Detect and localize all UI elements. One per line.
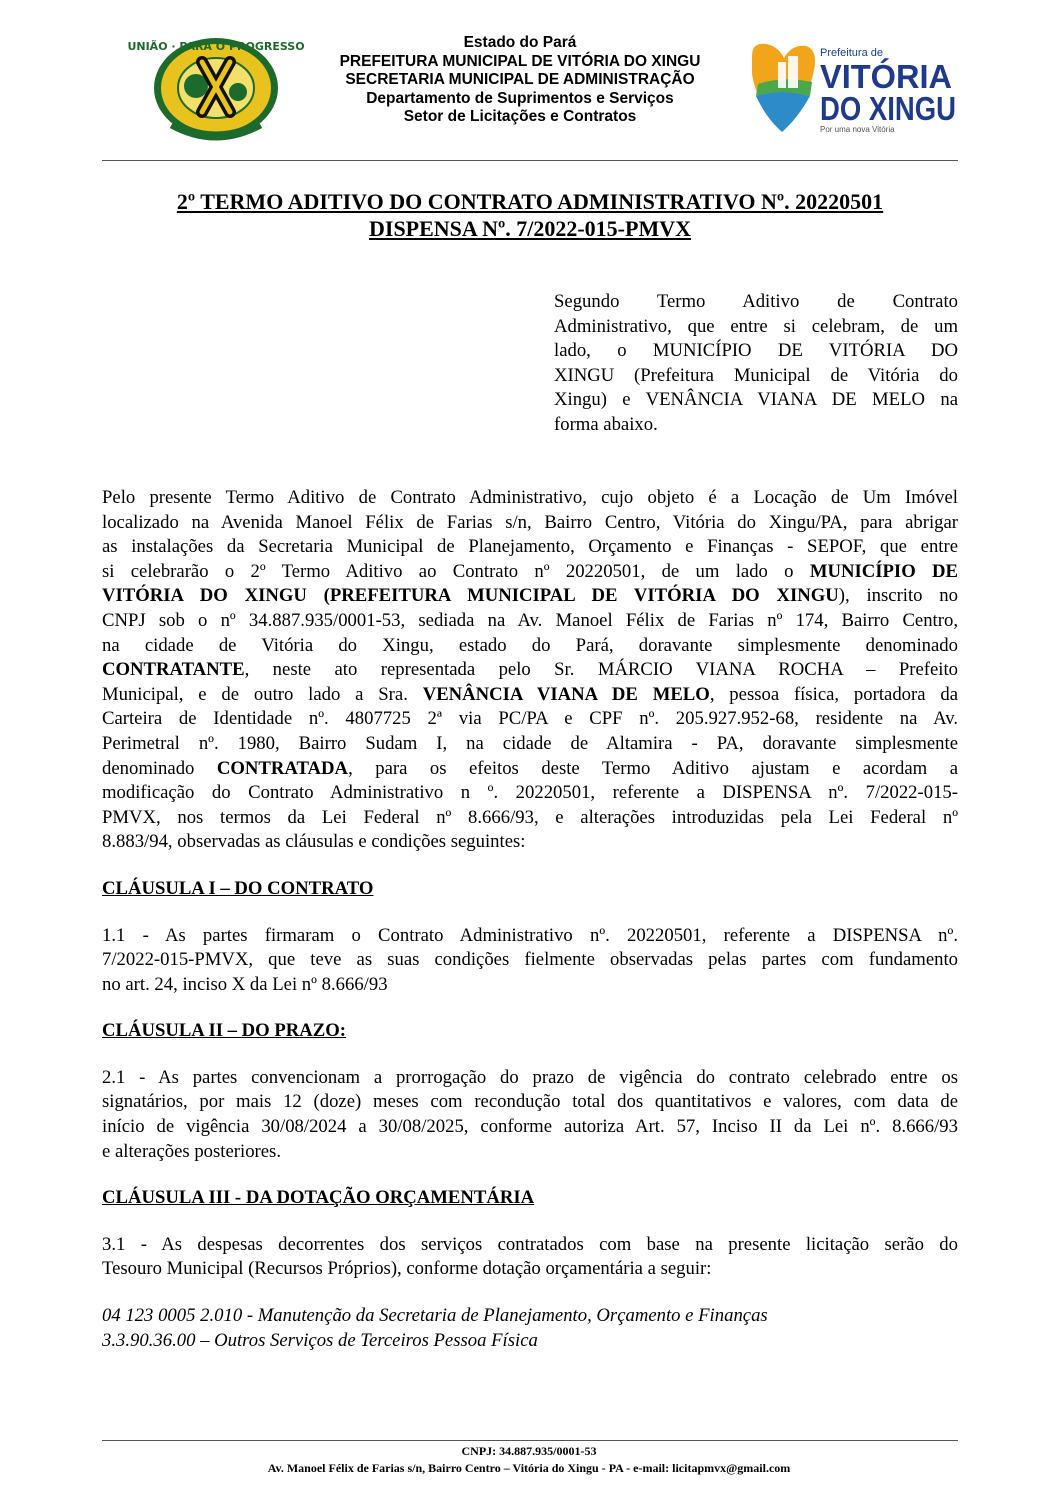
brand-line1: VITÓRIA bbox=[820, 58, 952, 95]
clause-1-paragraph bbox=[102, 924, 958, 998]
party-name: VITÓRIA DO XINGU (PREFEITURA MUNICIPAL DE VITÓRIA DO XINGU bbox=[102, 585, 839, 607]
municipal-seal-icon bbox=[127, 32, 305, 140]
clause-line: no art. 24, inciso X da Lei nº 8.666/93 bbox=[102, 973, 388, 995]
text-span: , para os efeitos deste Termo Aditivo ajustam e acordam a bbox=[348, 757, 958, 779]
clause-line: início de vigência 30/08/2024 a 30/08/2025, conforme autoriza Art. 57, Inciso II da Lei nº. 8.666/93 bbox=[102, 1116, 958, 1138]
preamble-line bbox=[102, 683, 958, 708]
text-span: denominado bbox=[102, 757, 217, 779]
title-line2: DISPENSA Nº. 7/2022-015-PMVX bbox=[369, 216, 691, 241]
preamble-line bbox=[102, 560, 958, 585]
brand-line2: DO XINGU bbox=[820, 90, 956, 127]
budget-line: 04 123 0005 2.010 - Manutenção da Secretaria de Planejamento, Orçamento e Finanças bbox=[102, 1305, 768, 1327]
preamble-line bbox=[102, 584, 958, 609]
header-line-secretaria: SECRETARIA MUNICIPAL DE ADMINISTRAÇÃO bbox=[345, 71, 695, 89]
preamble-line: Carteira de Identidade nº. 4807725 2ª via PC/PA e CPF nº. 205.927.952-68, residente na Av. bbox=[102, 708, 958, 730]
summary-line: Xingu) e VENÂNCIA VIANA DE MELO na bbox=[554, 389, 958, 411]
page-footer bbox=[0, 1443, 1058, 1477]
clause-1-heading: CLÁUSULA I – DO CONTRATO bbox=[102, 877, 374, 899]
summary-line: Segundo Termo Aditivo de Contrato bbox=[554, 291, 958, 312]
brand-prefix: Prefeitura de bbox=[820, 47, 883, 59]
budget-line: 3.3.90.36.00 – Outros Serviços de Terceiros Pessoa Física bbox=[102, 1329, 538, 1351]
clause-line: signatários, por mais 12 (doze) meses com recondução total dos quantitativos e valores, com data de bbox=[102, 1091, 958, 1113]
text-span: , neste ato representada pelo Sr. MÁRCIO VIANA ROCHA – Prefeito bbox=[244, 659, 958, 681]
party-name: MUNICÍPIO DE bbox=[809, 560, 958, 582]
header-line-state: Estado do Pará bbox=[463, 34, 577, 51]
seal-text: UNIÃO · PARÁ O PROGRESSO bbox=[127, 40, 305, 53]
title-line1: 2º TERMO ADITIVO DO CONTRATO ADMINISTRATIVO Nº. 20220501 bbox=[176, 189, 884, 214]
text-span: si celebrarão o 2º Termo Aditivo ao Contrato nº 20220501, de um lado o bbox=[102, 560, 810, 582]
footer-address: Av. Manoel Félix de Farias s/n, Bairro Centro – Vitória do Xingu - PA - e-mail: licitapmvx@gmail.com bbox=[267, 1461, 791, 1475]
summary-line: forma abaixo. bbox=[554, 413, 658, 435]
contratada-name: VENÂNCIA VIANA DE MELO bbox=[422, 683, 710, 705]
clause-line: 3.1 - As despesas decorrentes dos serviços contratados com base na presente licitação serão do bbox=[102, 1233, 958, 1255]
document-body bbox=[102, 486, 958, 1353]
preamble-line bbox=[102, 658, 958, 683]
preamble-line bbox=[102, 757, 958, 782]
clause-2-paragraph bbox=[102, 1066, 958, 1164]
preamble-line: as instalações da Secretaria Municipal de Planejamento, Orçamento e Finanças - SEPOF, que entre bbox=[102, 536, 958, 558]
footer-cnpj: CNPJ: 34.887.935/0001-53 bbox=[461, 1444, 597, 1458]
contract-summary bbox=[554, 290, 958, 438]
header-divider bbox=[102, 160, 958, 161]
preamble-line: modificação do Contrato Administrativo n º. 20220501, referente a DISPENSA nº. 7/2022-015- bbox=[102, 782, 958, 804]
document-title bbox=[80, 188, 980, 242]
brand-tagline: Por uma nova Vitória bbox=[820, 125, 895, 134]
clause-line: e alterações posteriores. bbox=[102, 1140, 282, 1162]
summary-line: XINGU (Prefeitura Municipal de Vitória do bbox=[554, 364, 958, 386]
preamble-paragraph bbox=[102, 486, 958, 855]
contratante-label: CONTRATANTE bbox=[102, 659, 245, 681]
header-line-prefeitura: PREFEITURA MUNICIPAL DE VITÓRIA DO XINGU bbox=[339, 52, 701, 70]
text-span: ), inscrito no bbox=[838, 585, 958, 607]
header-line-setor: Setor de Licitações e Contratos bbox=[403, 108, 637, 126]
clause-line: 1.1 - As partes firmaram o Contrato Administrativo nº. 20220501, referente a DISPENSA nº. bbox=[102, 924, 958, 946]
preamble-line: CNPJ sob o nº 34.887.935/0001-53, sediada na Av. Manoel Félix de Farias nº 174, Bairro Centro, bbox=[102, 609, 958, 631]
vitoria-do-xingu-logo-icon bbox=[748, 40, 960, 136]
clause-2-heading: CLÁUSULA II – DO PRAZO: bbox=[102, 1020, 347, 1042]
clause-line: 2.1 - As partes convencionam a prorrogação do prazo de vigência do contrato celebrado entre os bbox=[102, 1066, 958, 1088]
header-line-departamento: Departamento de Suprimentos e Serviços bbox=[366, 89, 674, 107]
clause-line: 7/2022-015-PMVX, que teve as suas condições fielmente observadas pelas partes com fundamento bbox=[102, 949, 958, 971]
text-span: , pessoa física, portadora da bbox=[709, 683, 958, 705]
preamble-line: Perimetral nº. 1980, Bairro Sudam I, na cidade de Altamira - PA, doravante simplesmente bbox=[102, 732, 958, 754]
clause-line: Tesouro Municipal (Recursos Próprios), conforme dotação orçamentária a seguir: bbox=[102, 1258, 712, 1280]
clause-3-paragraph bbox=[102, 1233, 958, 1282]
preamble-line: PMVX, nos termos da Lei Federal nº 8.666/93, e alterações introduzidas pela Lei Federal nº bbox=[102, 806, 958, 828]
letterhead-text bbox=[300, 34, 740, 127]
letterhead bbox=[0, 0, 1058, 160]
preamble-line: 8.883/94, observadas as cláusulas e condições seguintes: bbox=[102, 831, 526, 853]
text-span: Municipal, e de outro lado a Sra. bbox=[102, 683, 423, 705]
preamble-line: na cidade de Vitória do Xingu, estado do Pará, doravante simplesmente denominado bbox=[102, 634, 958, 656]
contratada-label: CONTRATADA bbox=[216, 757, 349, 779]
summary-line: lado, o MUNICÍPIO DE VITÓRIA DO bbox=[554, 340, 958, 362]
preamble-line: Pelo presente Termo Aditivo de Contrato Administrativo, cujo objeto é a Locação de Um Imóvel bbox=[102, 487, 958, 508]
summary-line: Administrativo, que entre si celebram, de um bbox=[554, 315, 958, 337]
footer-divider bbox=[102, 1440, 958, 1441]
clause-3-heading: CLÁUSULA III - DA DOTAÇÃO ORÇAMENTÁRIA bbox=[102, 1187, 535, 1209]
preamble-line: localizado na Avenida Manoel Félix de Farias s/n, Bairro Centro, Vitória do Xingu/PA, para abrigar bbox=[102, 511, 958, 533]
